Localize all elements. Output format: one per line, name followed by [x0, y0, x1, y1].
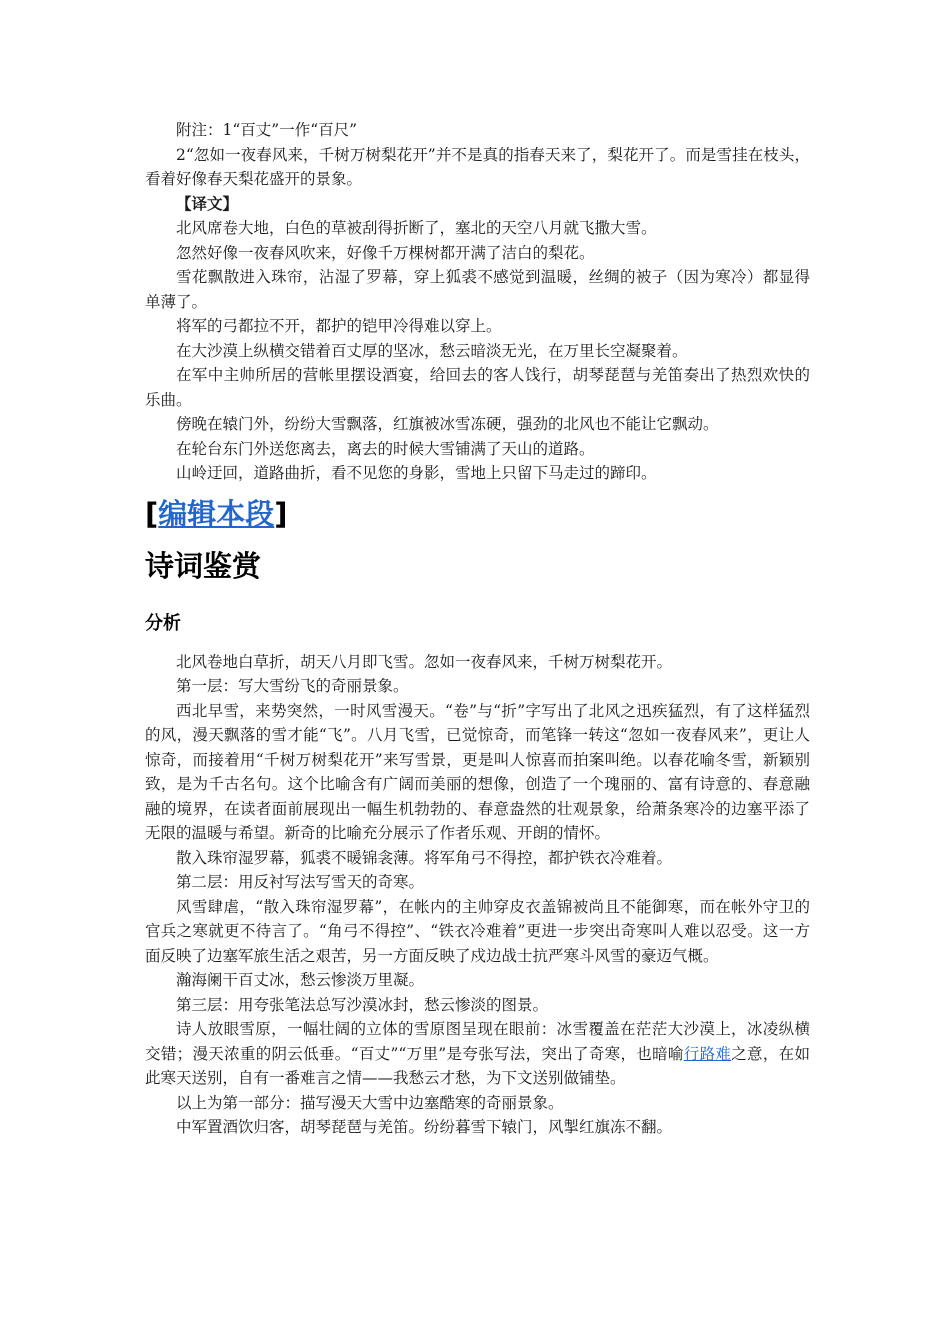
translation-line: 北风席卷大地，白色的草被刮得折断了，塞北的天空八月就飞撒大雪。	[176, 219, 657, 237]
edit-bracket-close: ]	[274, 496, 288, 531]
translation-line: 在军中主帅所居的营帐里摆设酒宴，给回去的客人饯行，胡琴琵琶与羌笛奏出了热烈欢快的乐曲。	[145, 366, 810, 409]
analysis-paragraph: 散入珠帘湿罗幕，狐裘不暖锦衾薄。将军角弓不得控，都护铁衣冷难着。	[176, 848, 673, 867]
edit-bracket-open: [	[145, 496, 159, 531]
analysis-paragraph: 风雪肆虐，“散入珠帘湿罗幕”，在帐内的主帅穿皮衣盖锦被尚且不能御寒，而在帐外守卫的官兵之寒就更不待言了。“角弓不得控”、“铁衣冷难着”更进一步突出奇寒叫人难以忍受。这一方面反映了边塞军旅生活之艰苦，另一方面反映了戍边战士抗严寒斗风雪的豪迈气概。	[145, 897, 810, 965]
subsection-title: 分析	[145, 612, 181, 634]
analysis-paragraph: 第一层：写大雪纷飞的奇丽景象。	[176, 677, 409, 695]
analysis-paragraph: 北风卷地白草折，胡天八月即飞雪。忽如一夜春风来，千树万树梨花开。	[176, 652, 673, 671]
analysis-paragraph: 中军置酒饮归客，胡琴琵琶与羌笛。纷纷暮雪下辕门，风掣红旗冻不翻。	[176, 1118, 673, 1136]
translation-line: 忽然好像一夜春风吹来，好像千万棵树都开满了洁白的梨花。	[176, 243, 595, 262]
analysis-paragraph: 以上为第一部分：描写漫天大雪中边塞酷寒的奇丽景象。	[176, 1093, 564, 1112]
analysis-text: 诗人放眼雪原，一幅壮阔的立体的雪原图呈现在眼前：冰雪覆盖在茫茫大沙漠上，冰凌纵横交错；漫天浓重的阴云低垂。“百丈”“万里”是夸张写法，突出了奇寒，也暗喻	[145, 1020, 810, 1063]
translation-heading: 【译文】	[176, 194, 239, 213]
translation-line: 在轮台东门外送您离去，离去的时候大雪铺满了天山的道路。	[176, 439, 595, 458]
note-2: 2“忽如一夜春风来，千树万树梨花开”并不是真的指春天来了，梨花开了。而是雪挂在枝头，看着好像春天梨花盛开的景象。	[145, 145, 810, 188]
analysis-paragraph: 第三层：用夸张笔法总写沙漠冰封，愁云惨淡的图景。	[176, 995, 549, 1014]
section-title: 诗词鉴赏	[145, 548, 262, 583]
document-page	[145, 118, 810, 1140]
translation-line: 在大沙漠上纵横交错着百丈厚的坚冰，愁云暗淡无光，在万里长空凝聚着。	[176, 341, 688, 360]
translation-line: 雪花飘散进入珠帘，沾湿了罗幕，穿上狐裘不感觉到温暖，丝绸的被子（因为寒冷）都显得单薄了。	[145, 268, 810, 311]
note-1: 附注：1“百丈”一作“百尺”	[176, 121, 358, 139]
edit-section-link[interactable]: 编辑本段	[158, 496, 275, 531]
edit-section	[145, 494, 810, 534]
analysis-paragraph: 西北早雪，来势突然，一时风雪漫天。“卷”与“折”字写出了北风之迅疾猛烈，有了这样猛烈的风，漫天飘落的雪才能“飞”。八月飞雪，已觉惊奇，而笔锋一转这“忽如一夜春风来”，更让人惊奇，而接着用“千树万树梨花开”来写雪景，更是叫人惊喜而拍案叫绝。以春花喻冬雪，新颖别致，是为千古名句。这个比喻含有广阔而美丽的想像，创造了一个瑰丽的、富有诗意的、春意融融的境界，在读者面前展现出一幅生机勃勃的、春意盎然的壮观景象，给萧条寒冷的边塞平添了无限的温暖与希望。新奇的比喻充分展示了作者乐观、开朗的情怀。	[145, 701, 810, 842]
xinglunan-link[interactable]: 行路难	[683, 1044, 732, 1063]
analysis-paragraph: 瀚海阑干百丈冰，愁云惨淡万里凝。	[176, 971, 425, 989]
analysis-paragraph: 第二层：用反衬写法写雪天的奇寒。	[176, 873, 425, 891]
translation-line: 山岭迂回，道路曲折，看不见您的身影，雪地上只留下马走过的蹄印。	[176, 464, 657, 482]
translation-line: 傍晚在辕门外，纷纷大雪飘落，红旗被冰雪冻硬，强劲的北风也不能让它飘动。	[176, 415, 719, 433]
analysis-text: 之意，在如此寒天送别，自有一番难言之情——我愁云才愁，为下文送别做铺垫。	[145, 1044, 810, 1087]
translation-line: 将军的弓都拉不开，都护的铠甲冷得难以穿上。	[176, 317, 502, 335]
analysis-paragraph	[145, 1017, 810, 1091]
